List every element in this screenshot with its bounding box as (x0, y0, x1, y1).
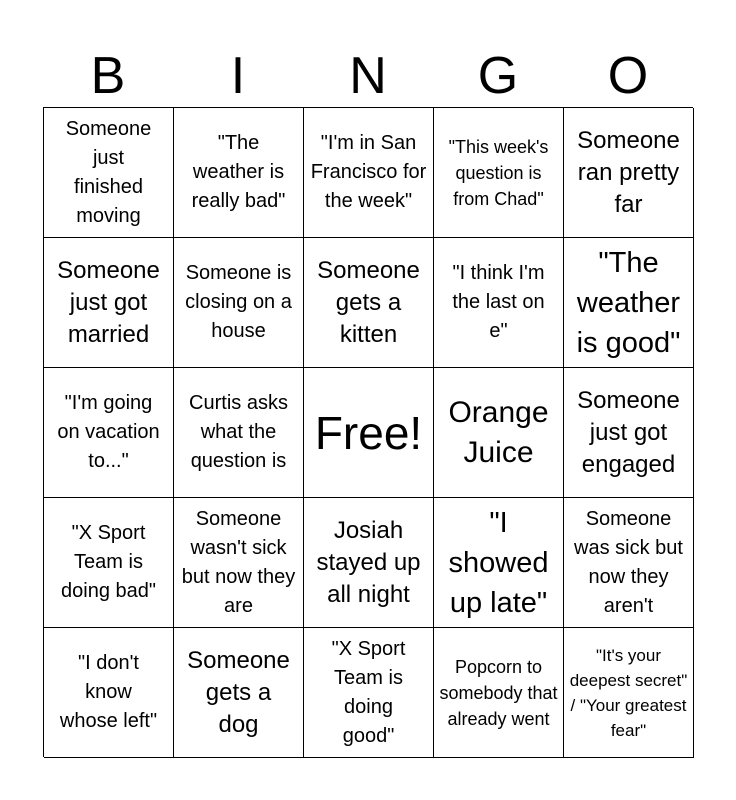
cell-text: Josiah stayed up all night (316, 516, 421, 608)
bingo-cell[interactable] (44, 498, 174, 628)
bingo-cell[interactable] (304, 108, 434, 238)
cell-text: "It's your deepest secret" / "Your greatest fear" (569, 645, 688, 740)
header-letter-o: O (607, 47, 649, 105)
bingo-cell[interactable] (434, 108, 564, 238)
cell-text: "I'm going on vacation to..." (57, 392, 160, 472)
cell-text: "The weather is really bad" (191, 132, 286, 212)
cell-text: Someone just finished moving (65, 117, 152, 227)
bingo-cell[interactable] (174, 238, 304, 368)
bingo-cell[interactable] (564, 108, 694, 238)
bingo-cell[interactable] (304, 498, 434, 628)
cell-text: "I think I'm the last on e" (452, 262, 545, 342)
bingo-cell[interactable] (564, 498, 694, 628)
cell-text: "I don't know whose left" (59, 652, 158, 732)
bingo-cell[interactable] (434, 628, 564, 758)
free-space[interactable] (304, 368, 434, 498)
bingo-cell[interactable] (174, 498, 304, 628)
bingo-header (43, 44, 693, 108)
header-letter-i: I (230, 47, 246, 105)
free-space-text: Free! (314, 406, 423, 459)
bingo-cell[interactable] (564, 238, 694, 368)
cell-text: Someone was sick but now they aren't (574, 507, 683, 617)
bingo-cell[interactable] (174, 108, 304, 238)
cell-text: Someone gets a dog (187, 646, 290, 738)
cell-text: Someone gets a kitten (317, 256, 420, 348)
cell-text: "X Sport Team is doing good" (331, 637, 406, 747)
cell-text: Orange Juice (448, 395, 549, 469)
bingo-cell[interactable] (174, 368, 304, 498)
cell-text: Popcorn to somebody that already went (439, 656, 558, 729)
bingo-board (43, 107, 693, 757)
bingo-cell[interactable] (434, 368, 564, 498)
cell-text: Someone is closing on a house (185, 262, 292, 342)
cell-text: Curtis asks what the question is (189, 392, 288, 472)
bingo-cell[interactable] (434, 238, 564, 368)
bingo-cell[interactable] (44, 108, 174, 238)
cell-text: "X Sport Team is doing bad" (61, 522, 156, 602)
bingo-cell[interactable] (44, 238, 174, 368)
bingo-cell[interactable] (304, 238, 434, 368)
bingo-cell[interactable] (44, 368, 174, 498)
cell-text: Someone just got married (57, 256, 160, 348)
cell-text: "I'm in San Francisco for the week" (310, 132, 427, 212)
bingo-cell[interactable] (564, 628, 694, 758)
bingo-cell[interactable] (564, 368, 694, 498)
header-letter-g: G (477, 47, 519, 105)
bingo-cell[interactable] (44, 628, 174, 758)
cell-text: "The weather is good" (576, 246, 681, 359)
header-letter-b: B (90, 47, 126, 105)
cell-text: Someone just got engaged (577, 386, 680, 478)
cell-text: Someone ran pretty far (577, 126, 680, 218)
cell-text: "I showed up late" (448, 506, 549, 619)
bingo-cell[interactable] (434, 498, 564, 628)
cell-text: "This week's question is from Chad" (448, 136, 549, 209)
cell-text: Someone wasn't sick but now they are (181, 507, 296, 617)
header-letter-n: N (349, 47, 387, 105)
bingo-cell[interactable] (304, 628, 434, 758)
bingo-cell[interactable] (174, 628, 304, 758)
